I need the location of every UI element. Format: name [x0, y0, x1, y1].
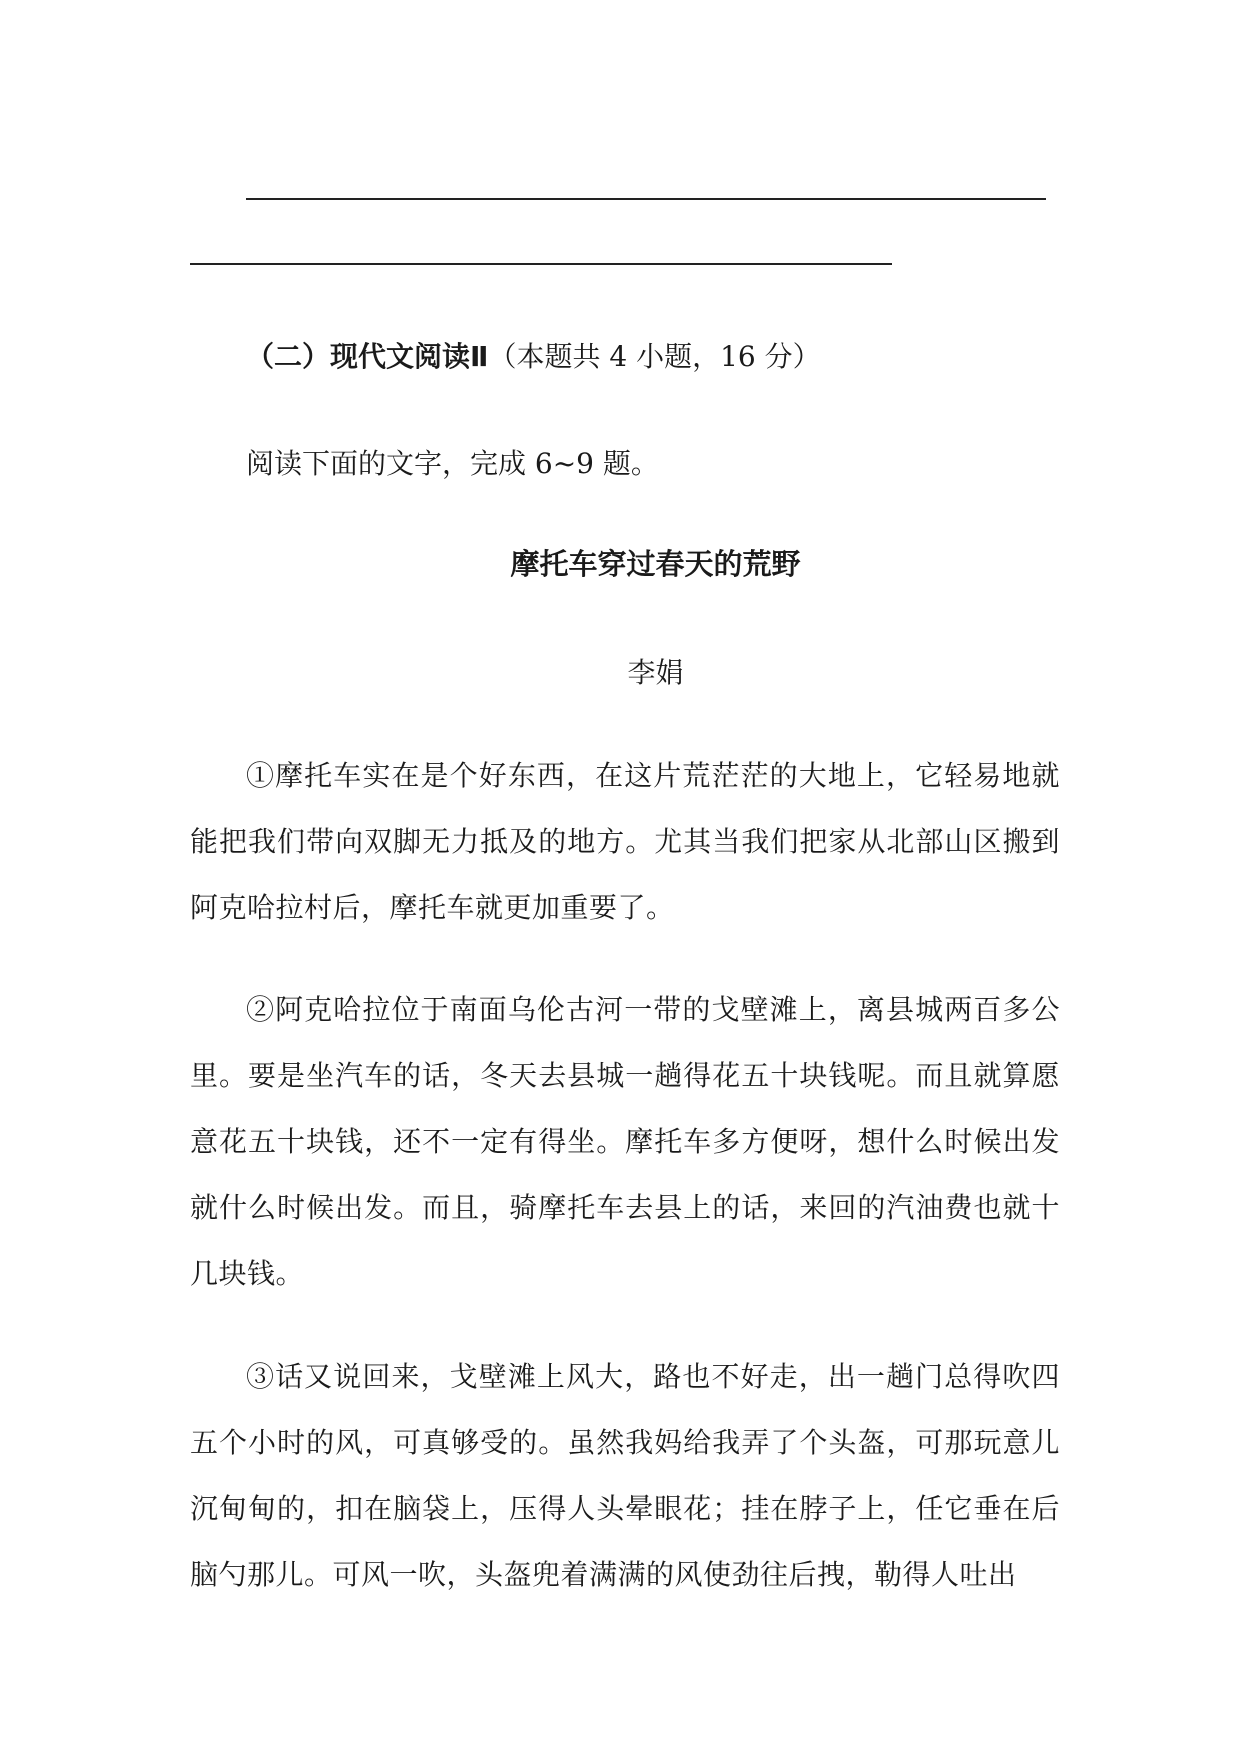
paragraph-3: ③话又说回来，戈壁滩上风大，路也不好走，出一趟门总得吹四五个小时的风，可真够受的。虽然我妈给我弄了个头盔，可那玩意儿沉甸甸的，扣在脑袋上，压得人头晕眼花；挂在脖子上，任它垂在后脑勺那儿。可风一吹，头盔兜着满满的风使劲往后拽，勒得人吐出 — [190, 1360, 1060, 1591]
section-heading — [246, 335, 821, 375]
reading-instruction: 阅读下面的文字，完成 6~9 题。 — [246, 447, 659, 480]
section-heading-title: （二）现代文阅读Ⅱ — [246, 340, 489, 373]
answer-blank-line — [246, 198, 1046, 200]
paragraph-2: ②阿克哈拉位于南面乌伦古河一带的戈壁滩上，离县城两百多公里。要是坐汽车的话，冬天去县城一趟得花五十块钱呢。而且就算愿意花五十块钱，还不一定有得坐。摩托车多方便呀，想什么时候出发就什么时候出发。而且，骑摩托车去县上的话，来回的汽油费也就十几块钱。 — [190, 993, 1060, 1290]
article-title: 摩托车穿过春天的荒野 — [510, 547, 801, 581]
answer-blank-line — [190, 263, 892, 265]
article-author: 李娟 — [627, 656, 684, 689]
section-heading-note: （本题共 4 小题，16 分） — [488, 340, 821, 373]
paragraph-1: ①摩托车实在是个好东西，在这片荒茫茫的大地上，它轻易地就能把我们带向双脚无力抵及的地方。尤其当我们把家从北部山区搬到阿克哈拉村后，摩托车就更加重要了。 — [190, 759, 1060, 924]
